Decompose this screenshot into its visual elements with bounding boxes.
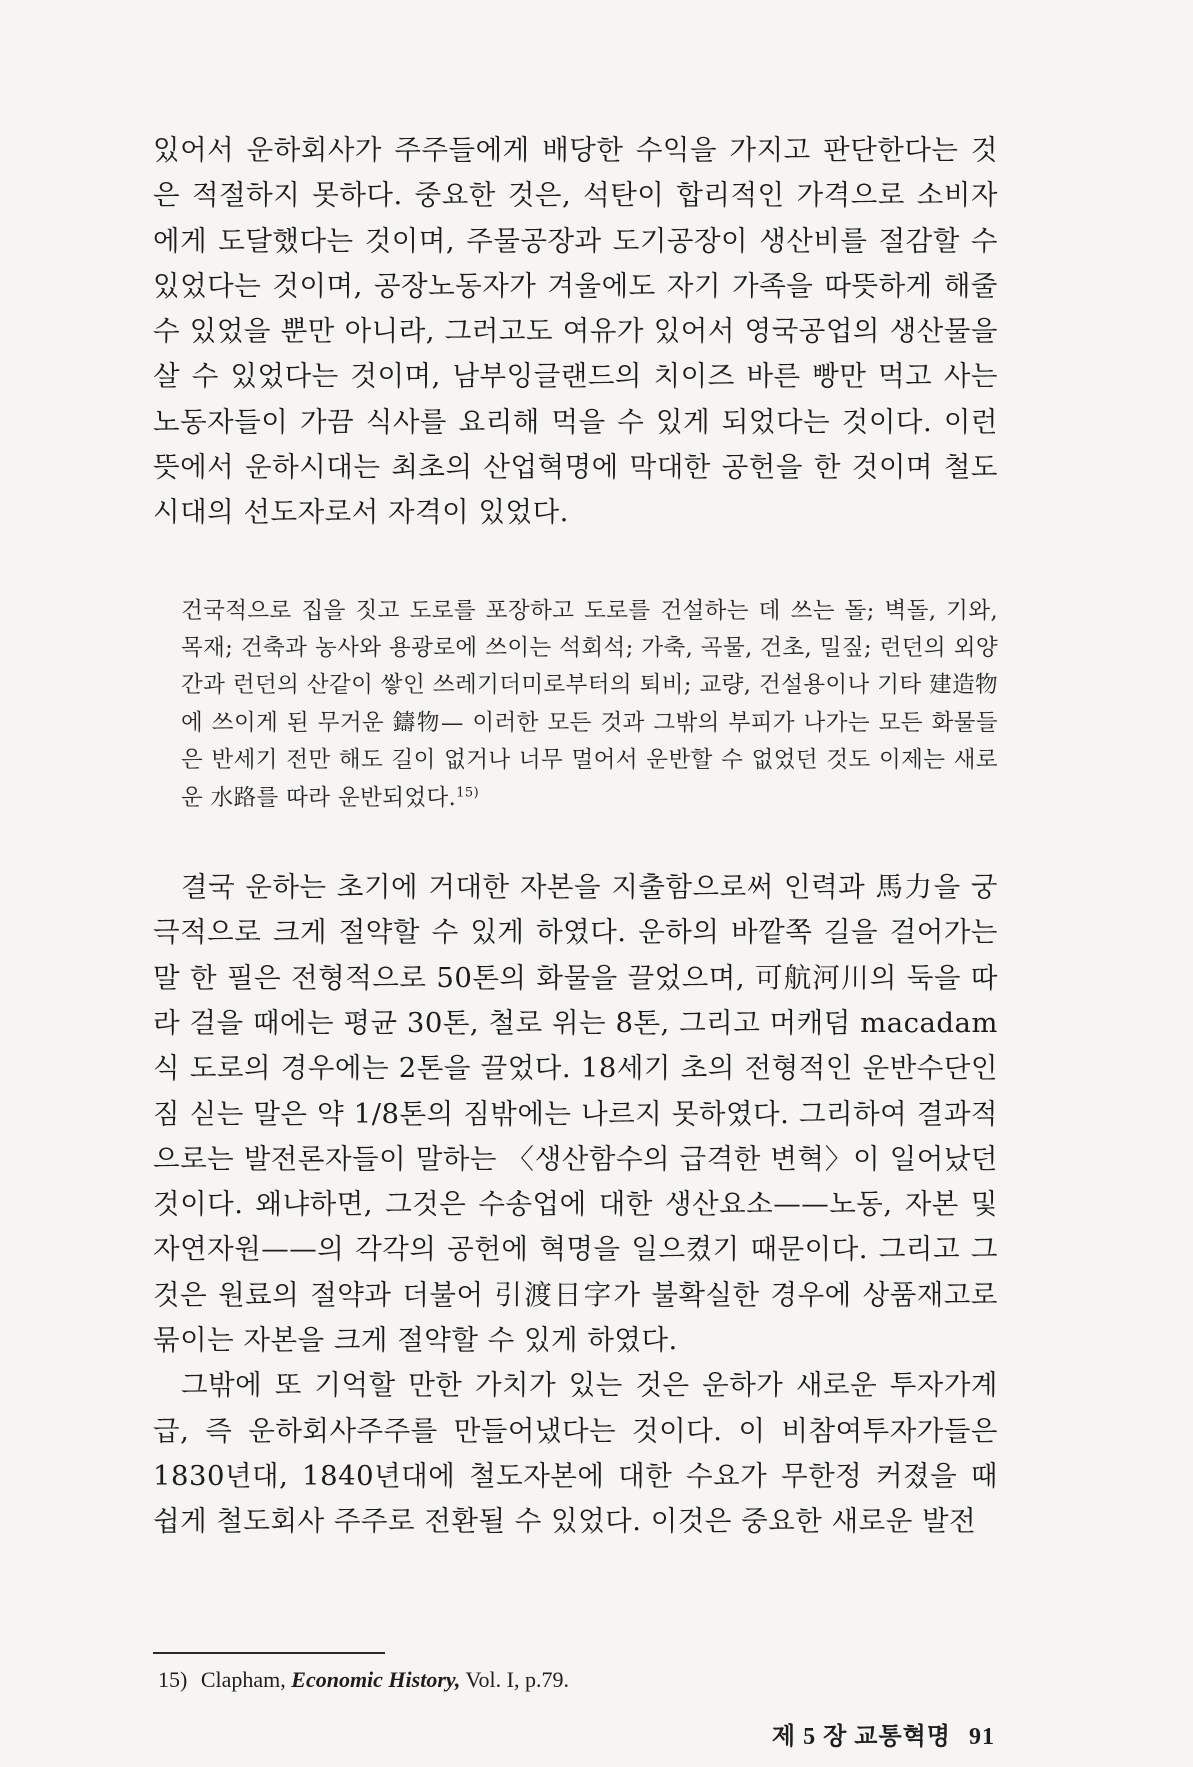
footnote bbox=[158, 1667, 569, 1693]
footnote-divider bbox=[153, 1652, 385, 1654]
body-paragraph-3: 그밖에 또 기억할 만한 가치가 있는 것은 운하가 새로운 투자가계급, 즉 운하회사주주를 만들어냈다는 것이다. 이 비참여투자가들은 1830년대, 1840년대에 철도자본에 대한 수요가 무한정 커졌을 때 쉽게 철도회사 주주로 전환될 수 있었다. 이것은 중요한 새로운 발전 bbox=[153, 1369, 998, 1538]
footnote-title: Economic History, bbox=[291, 1667, 461, 1692]
footnote-reference: 15) bbox=[456, 785, 480, 801]
block-quote-text: 건국적으로 집을 짓고 도로를 포장하고 도로를 건설하는 데 쓰는 돌; 벽돌, 기와, 목재; 건축과 농사와 용광로에 쓰이는 석회석; 가축, 곡물, 건초, 밀짚; 런던의 외양간과 런던의 산같이 쌓인 쓰레기더미로부터의 퇴비; 교량, 건설용이나 기타 建造物에 쓰이게 된 무거운 鑄物— 이러한 모든 것과 그밖의 부피가 나가는 모든 화물들은 반세기 전만 해도 길이 없거나 너무 멀어서 운반할 수 없었던 것도 이제는 새로운 水路를 따라 운반되었다. bbox=[181, 597, 998, 811]
running-footer bbox=[772, 1716, 995, 1751]
block-quote bbox=[153, 593, 998, 817]
page-body bbox=[153, 128, 998, 1545]
chapter-title: 제 5 장 교통혁명 bbox=[771, 1724, 951, 1750]
page-number: 91 bbox=[969, 1724, 995, 1750]
body-paragraph-2: 결국 운하는 초기에 거대한 자본을 지출함으로써 인력과 馬力을 궁극적으로 크게 절약할 수 있게 하였다. 운하의 바깥쪽 길을 걸어가는 말 한 필은 전형적으로 50톤의 화물을 끌었으며, 可航河川의 둑을 따라 걸을 때에는 평균 30톤, 철로 위는 8톤, 그리고 머캐덤 macadam식 도로의 경우에는 2톤을 끌었다. 18세기 초의 전형적인 운반수단인 짐 싣는 말은 약 1/8톤의 짐밖에는 나르지 못하였다. 그리하여 결과적으로는 발전론자들이 말하는 〈생산함수의 급격한 변혁〉이 일어났던 것이다. 왜냐하면, 그것은 수송업에 대한 생산요소——노동, 자본 및 자연자원——의 각각의 공헌에 혁명을 일으켰기 때문이다. 그리고 그것은 원료의 절약과 더불어 引渡日字가 불확실한 경우에 상품재고로 묶이는 자본을 크게 절약할 수 있게 하였다. bbox=[153, 871, 998, 1357]
footnote-number: 15) bbox=[158, 1667, 188, 1692]
footnote-author: Clapham, bbox=[200, 1667, 286, 1692]
body-paragraph-1: 있어서 운하회사가 주주들에게 배당한 수익을 가지고 판단한다는 것은 적절하지 못하다. 중요한 것은, 석탄이 합리적인 가격으로 소비자에게 도달했다는 것이며, 주물공장과 도기공장이 생산비를 절감할 수 있었다는 것이며, 공장노동자가 겨울에도 자기 가족을 따뜻하게 해줄 수 있었을 뿐만 아니라, 그러고도 여유가 있어서 영국공업의 생산물을 살 수 있었다는 것이며, 남부잉글랜드의 치이즈 바른 빵만 먹고 사는 노동자들이 가끔 식사를 요리해 먹을 수 있게 되었다는 것이다. 이런 뜻에서 운하시대는 최초의 산업혁명에 막대한 공헌을 한 것이며 철도시대의 선도자로서 자격이 있었다. bbox=[153, 134, 998, 529]
footnote-citation: Vol. I, p.79. bbox=[465, 1667, 569, 1692]
